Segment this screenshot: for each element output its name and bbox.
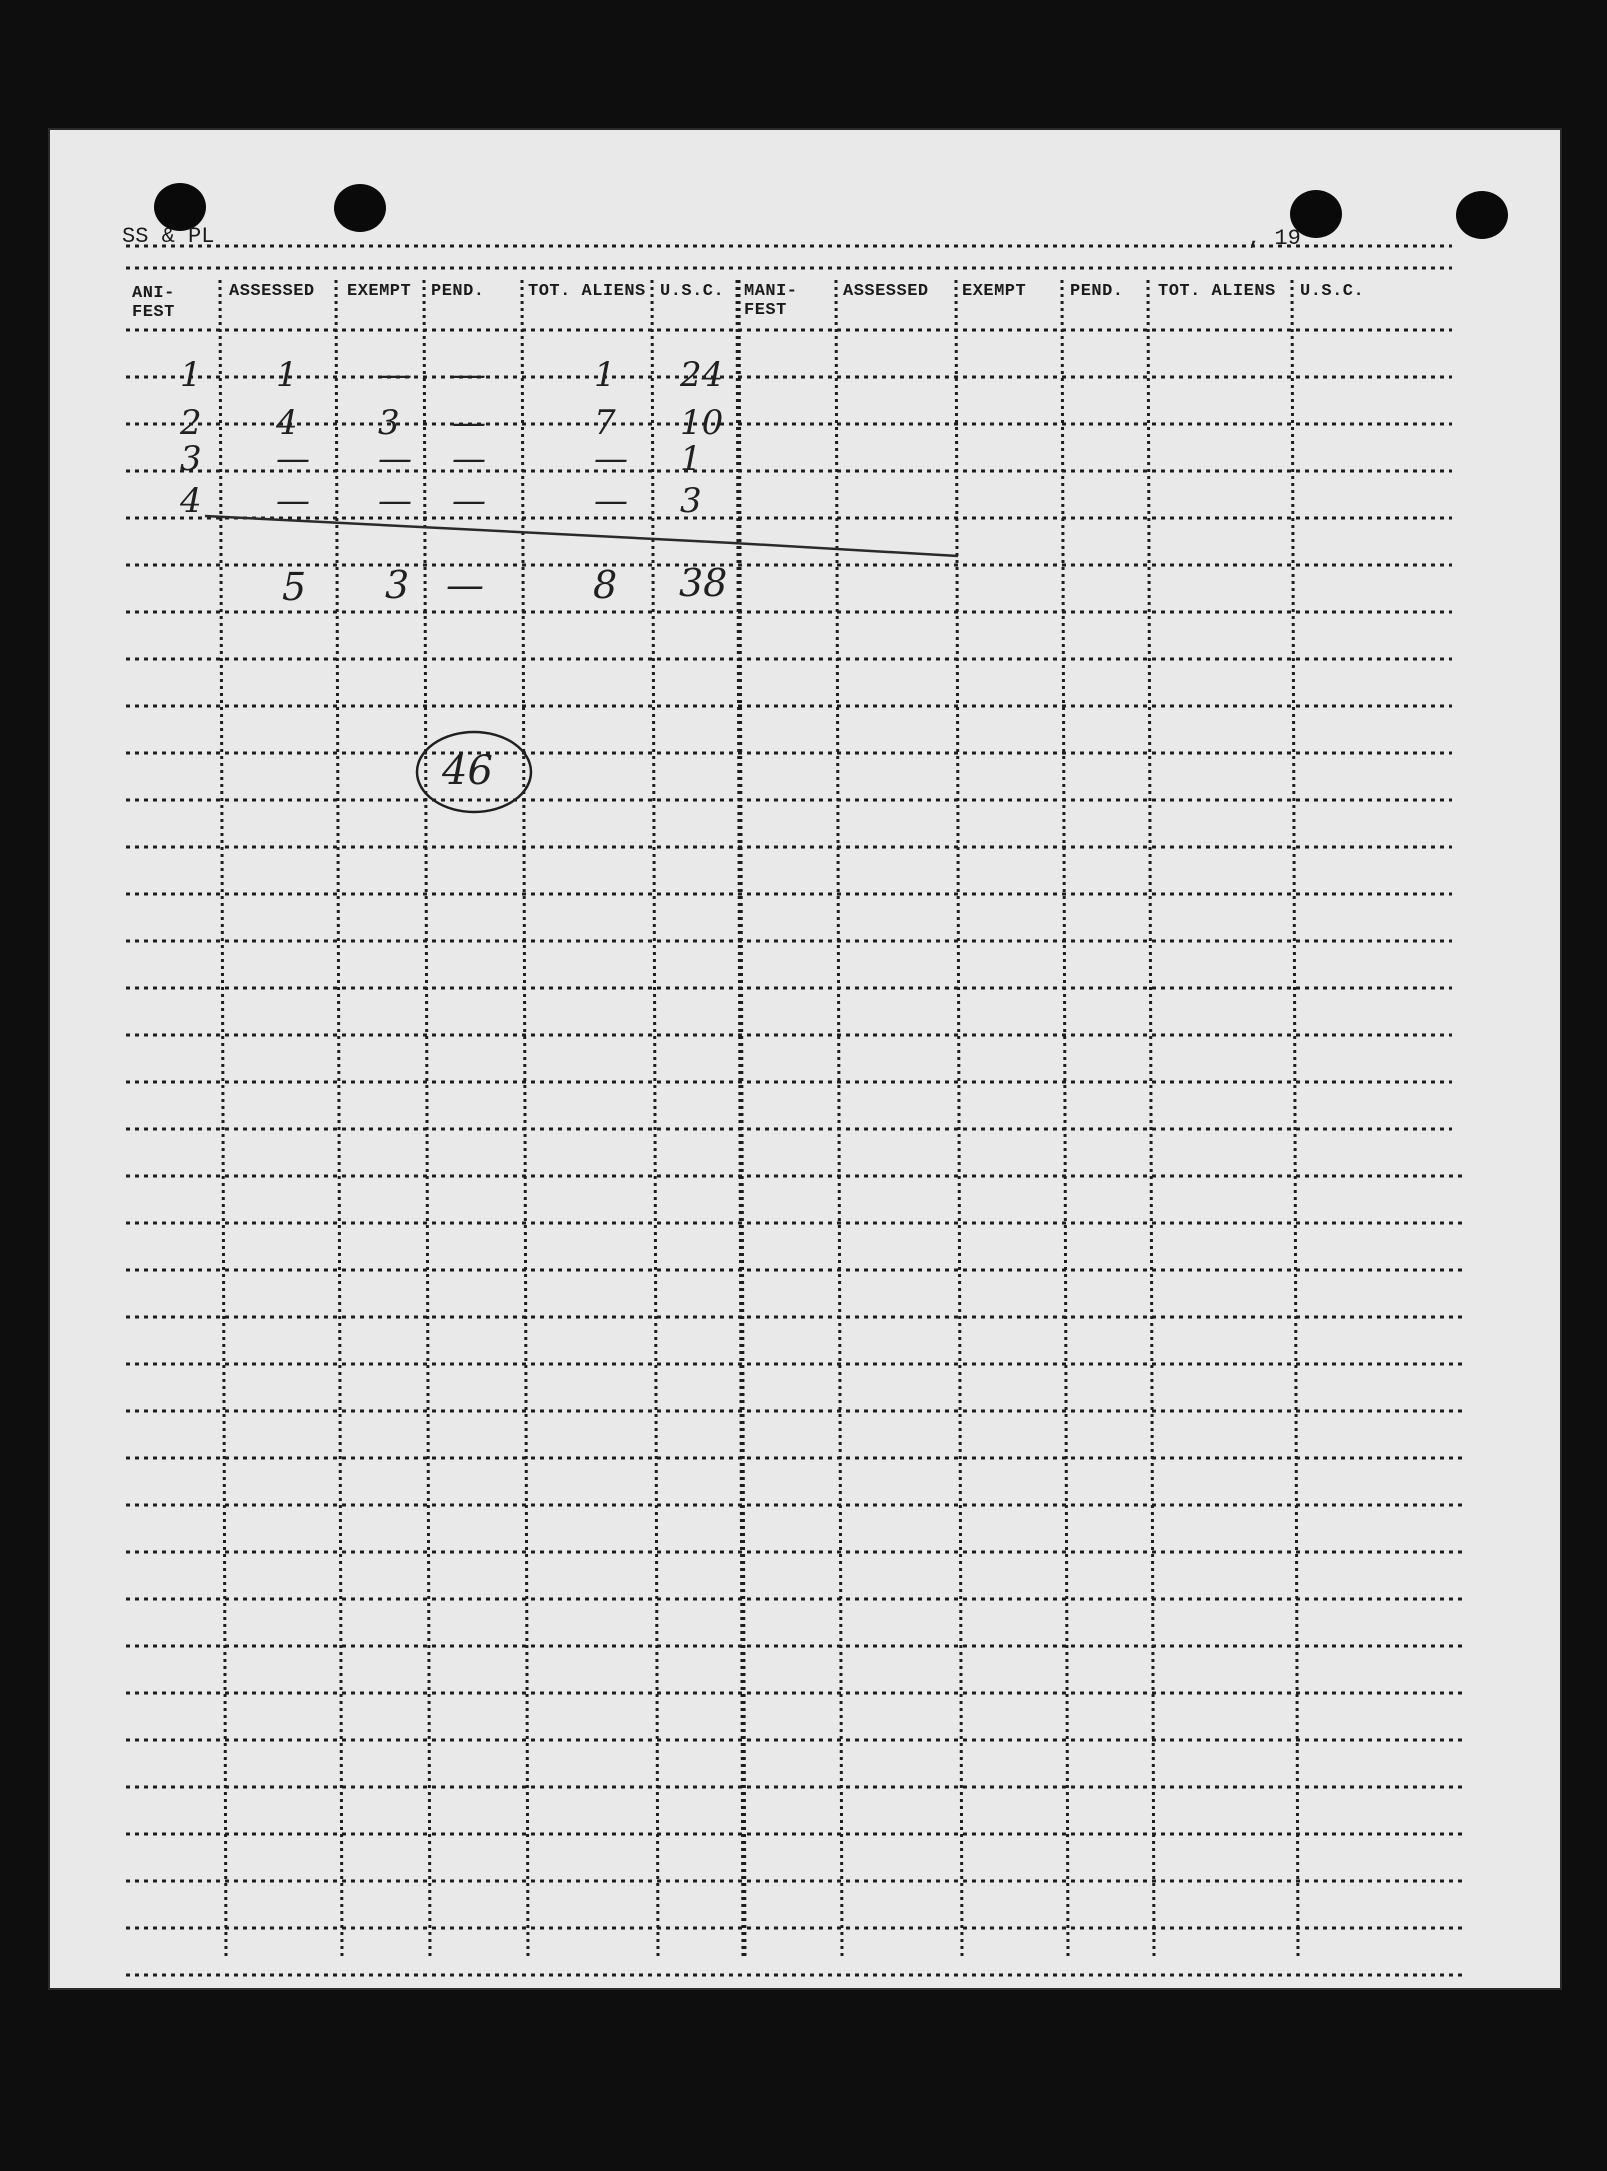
header-right-pend: PEND. [1070, 282, 1124, 301]
total-tot-aliens: 8 [593, 563, 618, 607]
cell-manifest: 2 [180, 403, 202, 443]
cell-exempt: — [378, 355, 412, 395]
header-left-exempt: EXEMPT [347, 282, 412, 301]
cell-usc: 24 [680, 355, 724, 395]
cell-tot-aliens: 7 [594, 403, 616, 443]
cell-manifest: 4 [180, 481, 202, 521]
dotted-column-line [836, 280, 842, 1960]
total-underline-stroke [205, 516, 958, 556]
cell-assessed: — [276, 439, 310, 479]
dotted-column-line [424, 280, 430, 1960]
header-left-pend: PEND. [431, 282, 485, 301]
total-assessed: 5 [282, 565, 307, 609]
header-right-tot-aliens: TOT. ALIENS [1158, 282, 1276, 301]
cell-tot-aliens: — [594, 481, 628, 521]
dotted-column-line [1292, 280, 1298, 1960]
header-left-manifest: ANI- FEST [132, 284, 175, 322]
dotted-column-line [1148, 280, 1154, 1960]
cell-pend: — [452, 439, 486, 479]
cell-usc: 10 [680, 403, 724, 443]
dotted-column-line [738, 280, 744, 1960]
cell-manifest: 1 [180, 355, 202, 395]
cell-exempt: — [378, 439, 412, 479]
total-usc: 38 [679, 561, 728, 605]
year-label: , 19 [1248, 226, 1301, 251]
cell-usc: 3 [680, 481, 702, 521]
total-pend: — [446, 563, 484, 607]
cell-assessed: 4 [276, 403, 298, 443]
cell-assessed: — [276, 481, 310, 521]
cell-pend: — [452, 481, 486, 521]
header-right-manifest: MANI- FEST [744, 282, 798, 320]
header-right-assessed: ASSESSED [843, 282, 929, 301]
dotted-column-line [956, 280, 962, 1960]
header-left-usc: U.S.C. [660, 282, 725, 301]
dotted-column-line [652, 280, 658, 1960]
form-top-left-label: SS & PL [122, 224, 215, 249]
cell-assessed: 1 [276, 355, 298, 395]
circled-total: 46 [442, 748, 493, 794]
cell-tot-aliens: 1 [594, 355, 616, 395]
cell-manifest: 3 [180, 439, 202, 479]
cell-exempt: 3 [378, 403, 400, 443]
header-right-exempt: EXEMPT [962, 282, 1027, 301]
dotted-column-line [336, 280, 342, 1960]
dotted-column-line [1062, 280, 1068, 1960]
dotted-column-line [220, 280, 226, 1960]
cell-exempt: — [378, 481, 412, 521]
header-right-usc: U.S.C. [1300, 282, 1365, 301]
header-left-tot-aliens: TOT. ALIENS [528, 282, 646, 301]
cell-pend: — [452, 403, 486, 443]
header-left-assessed: ASSESSED [229, 282, 315, 301]
total-exempt: 3 [385, 563, 410, 607]
cell-tot-aliens: — [594, 439, 628, 479]
cell-pend: — [452, 355, 486, 395]
cell-usc: 1 [680, 439, 702, 479]
